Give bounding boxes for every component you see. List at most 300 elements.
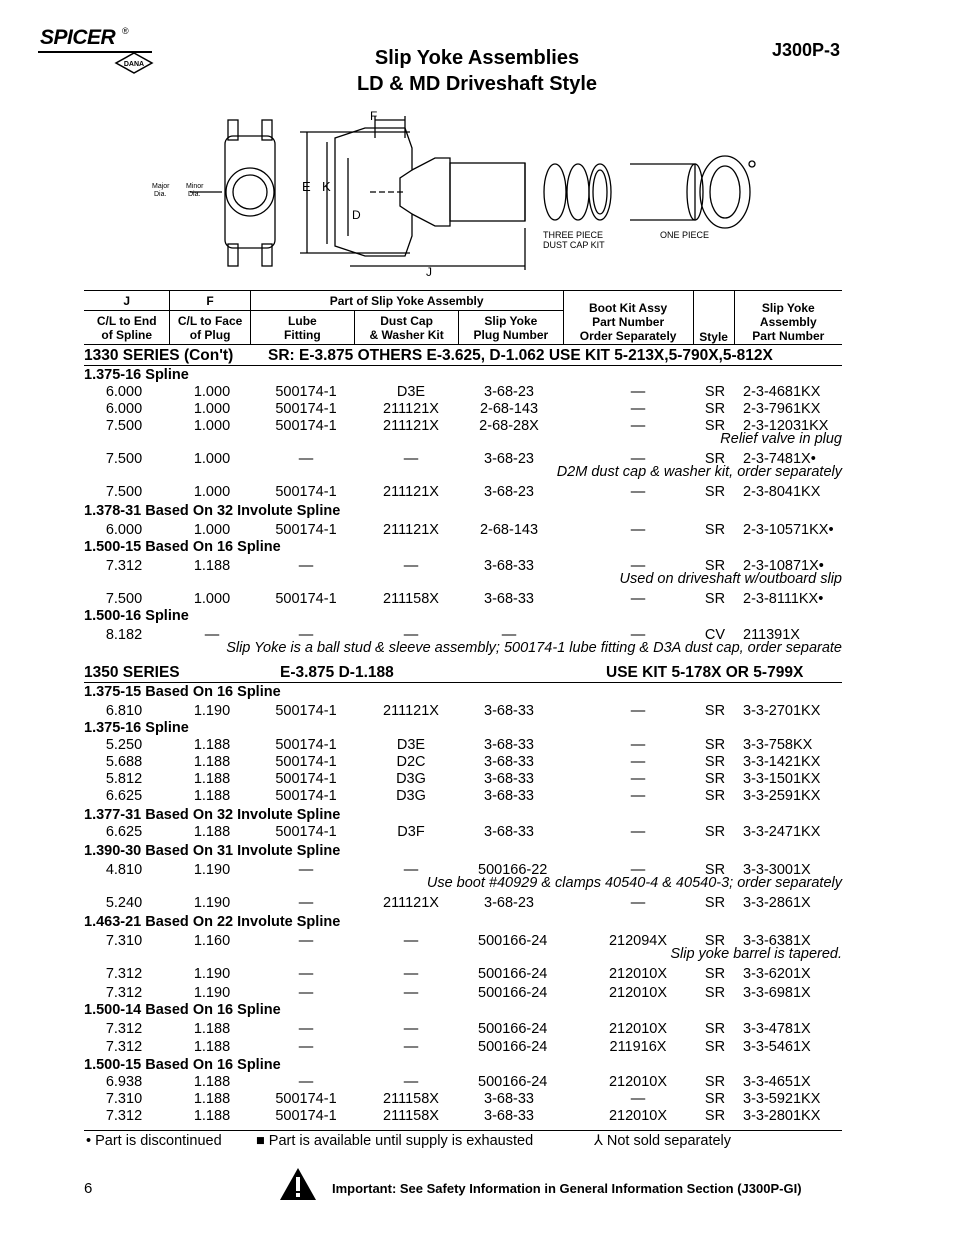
table-cell: — <box>403 862 419 878</box>
table-row <box>84 754 842 771</box>
table-cell: 6.938 <box>105 1074 143 1090</box>
label-minor-dia: Dia. <box>188 191 201 198</box>
table-cell: 2-3-10571KX• <box>743 522 834 538</box>
table-cell: 3-3-4651X <box>743 1074 811 1090</box>
header-lube-1: Lube <box>288 313 317 328</box>
table-cell: 3-3-3001X <box>743 862 811 878</box>
table-cell: 1.190 <box>193 895 231 911</box>
table-cell: — <box>501 627 517 643</box>
table-cell: 3-3-5461X <box>743 1039 811 1055</box>
table-row <box>84 401 842 418</box>
table-row <box>84 1021 842 1038</box>
table-cell: — <box>630 451 646 467</box>
table-cell: SR <box>704 703 726 719</box>
table-cell: 211121X <box>383 895 439 911</box>
table-cell: 3-3-2861X <box>743 895 811 911</box>
note-text: D2M dust cap & washer kit, order separately <box>556 464 842 480</box>
spline-subheading: 1.375-16 Spline <box>84 720 189 736</box>
table-row <box>84 788 842 805</box>
table-cell: 3-3-2801KX <box>743 1108 821 1124</box>
table-cell: 500174-1 <box>275 484 337 500</box>
table-cell: 6.000 <box>105 522 143 538</box>
table-cell: 7.312 <box>105 966 143 982</box>
header-plug-1: Slip Yoke <box>484 313 538 328</box>
table-cell: 211916X <box>609 1039 667 1055</box>
table-cell: 7.312 <box>105 1021 143 1037</box>
spline-subheading: 1.375-16 Spline <box>84 367 189 383</box>
table-cell: 3-68-23 <box>484 484 534 500</box>
table-cell: 2-3-12031KX <box>743 418 829 434</box>
table-cell: 211121X <box>383 418 439 434</box>
table-cell: 2-68-143 <box>479 522 539 538</box>
table-cell: 211158X <box>383 1091 439 1107</box>
header-cl-face <box>170 311 250 345</box>
table-cell: 3-3-6381X <box>743 933 811 949</box>
table-cell: 3-68-23 <box>484 384 534 400</box>
table-cell: 4.810 <box>105 862 143 878</box>
table-cell: 1.188 <box>193 1091 231 1107</box>
table-cell: — <box>630 522 646 538</box>
legend-not-sold: ⅄ Not sold separately <box>594 1133 732 1149</box>
table-cell: 211158X <box>383 1108 439 1124</box>
table-cell: 500174-1 <box>275 1108 337 1124</box>
spline-subheading: 1.390-30 Based On 31 Involute Spline <box>84 843 341 859</box>
spline-subheading: 1.378-31 Based On 32 Involute Spline <box>84 503 341 519</box>
table-cell: — <box>630 627 646 643</box>
table-cell: 212010X <box>608 1021 668 1037</box>
table-cell: — <box>298 627 314 643</box>
table-cell: SR <box>704 737 726 753</box>
table-cell: 1.000 <box>193 384 231 400</box>
table-cell: 1.000 <box>193 418 231 434</box>
table-cell: SR <box>704 591 726 607</box>
table-cell: 211121X <box>383 522 439 538</box>
table-cell: 1.188 <box>193 1074 231 1090</box>
table-cell: 1.000 <box>193 451 231 467</box>
table-row <box>84 522 842 539</box>
table-cell: 1.000 <box>193 484 231 500</box>
table-cell: 500174-1 <box>275 522 337 538</box>
table-cell: — <box>298 1074 314 1090</box>
table-cell: 3-3-2591KX <box>743 788 821 804</box>
table-cell: 500174-1 <box>275 591 337 607</box>
table-cell: 500166-24 <box>478 1021 548 1037</box>
table-cell: 1.188 <box>193 1039 231 1055</box>
table-cell: SR <box>704 1074 726 1090</box>
table-cell: 212010X <box>608 966 668 982</box>
table-cell: SR <box>704 418 726 434</box>
header-sy-3: Part Number <box>752 328 825 343</box>
table-cell: SR <box>704 771 726 787</box>
table-cell: 1.160 <box>193 933 231 949</box>
table-cell: 1.190 <box>193 703 231 719</box>
note-text: Relief valve in plug <box>720 431 842 447</box>
table-cell: 500174-1 <box>275 418 337 434</box>
table-cell: 2-3-7481X• <box>743 451 816 467</box>
table-cell: — <box>630 862 646 878</box>
table-cell: 1.188 <box>193 737 231 753</box>
header-sy-1: Slip Yoke <box>761 300 815 315</box>
table-cell: 500174-1 <box>275 703 337 719</box>
header-cl-end-2: of Spline <box>101 327 153 342</box>
label-j: J <box>426 265 432 279</box>
table-cell: 7.310 <box>105 1091 143 1107</box>
table-cell: — <box>630 788 646 804</box>
table-cell: SR <box>704 558 726 574</box>
table-cell: — <box>298 451 314 467</box>
table-cell: 500174-1 <box>275 401 337 417</box>
table-row <box>84 1108 842 1125</box>
table-cell: 1.190 <box>193 966 231 982</box>
table-cell: — <box>630 771 646 787</box>
label-minor: Minor <box>186 183 204 190</box>
table-cell: — <box>630 737 646 753</box>
header-plug-2: Plug Number <box>473 327 549 342</box>
table-cell: 1.188 <box>193 1021 231 1037</box>
series-name: 1330 SERIES (Con't) <box>84 347 234 364</box>
table-row <box>84 1091 842 1108</box>
row-note <box>84 875 842 892</box>
table-cell: 3-3-6201X <box>743 966 811 982</box>
header-lube-2: Fitting <box>284 327 321 342</box>
table-row <box>84 703 842 720</box>
table-cell: SR <box>704 522 726 538</box>
table-cell: — <box>298 1021 314 1037</box>
table-cell: D3F <box>397 824 425 840</box>
table-cell: SR <box>704 451 726 467</box>
table-row <box>84 771 842 788</box>
note-text: Slip yoke barrel is tapered. <box>670 946 842 962</box>
table-header <box>84 290 842 345</box>
table-cell: — <box>403 558 419 574</box>
table-row <box>84 895 842 912</box>
row-note <box>84 431 842 448</box>
header-boot <box>563 291 693 345</box>
table-row <box>84 966 842 983</box>
table-cell: CV <box>704 627 726 643</box>
header-slip-yoke <box>734 291 842 345</box>
header-cl-end <box>84 311 170 345</box>
table-cell: 500174-1 <box>275 754 337 770</box>
table-cell: 2-68-28X <box>479 418 539 434</box>
table-cell: D3G <box>396 788 426 804</box>
header-f: F <box>170 291 250 311</box>
table-cell: D3E <box>396 737 426 753</box>
table-cell: 7.312 <box>105 558 143 574</box>
title-line-2: LD & MD Driveshaft Style <box>356 73 598 95</box>
table-cell: SR <box>704 895 726 911</box>
table-cell: 500174-1 <box>275 771 337 787</box>
table-cell: SR <box>704 484 726 500</box>
table-cell: SR <box>704 788 726 804</box>
legend-discontinued: • Part is discontinued <box>86 1133 222 1149</box>
table-cell: 3-3-2471KX <box>743 824 821 840</box>
table-cell: — <box>630 384 646 400</box>
table-cell: SR <box>704 985 726 1001</box>
table-cell: — <box>630 484 646 500</box>
slip-yoke-diagram <box>150 108 790 284</box>
table-cell: 2-3-8111KX• <box>743 591 824 607</box>
table-cell: 6.000 <box>105 401 143 417</box>
table-cell: 3-68-33 <box>484 558 534 574</box>
table-cell: 1.190 <box>193 985 231 1001</box>
label-k: K <box>322 179 331 194</box>
table-cell: 7.312 <box>105 1108 143 1124</box>
legend-supply: ■ Part is available until supply is exhausted <box>256 1133 534 1149</box>
table-cell: D3E <box>396 384 426 400</box>
table-cell: D2C <box>396 754 426 770</box>
table-cell: — <box>403 966 419 982</box>
table-row <box>84 1074 842 1091</box>
row-note <box>84 464 842 481</box>
spline-subheading: 1.463-21 Based On 22 Involute Spline <box>84 914 341 930</box>
row-note <box>84 946 842 963</box>
table-cell: 5.240 <box>105 895 143 911</box>
table-row <box>84 985 842 1002</box>
spline-subheading: 1.377-31 Based On 32 Involute Spline <box>84 807 341 823</box>
table-cell: 211391X <box>743 627 800 643</box>
note-text: Used on driveshaft w/outboard slip <box>619 571 842 587</box>
table-cell: 3-68-23 <box>484 895 534 911</box>
header-dust <box>354 311 458 345</box>
page-number: 6 <box>84 1180 93 1197</box>
header-dust-1: Dust Cap <box>380 313 433 328</box>
table-cell: 3-3-5921KX <box>743 1091 821 1107</box>
table-cell: 5.812 <box>105 771 143 787</box>
table-cell: SR <box>704 1021 726 1037</box>
series-heading <box>84 346 842 366</box>
table-cell: — <box>630 1091 646 1107</box>
table-cell: 212094X <box>608 933 668 949</box>
table-cell: 212010X <box>608 1074 668 1090</box>
spline-subheading: 1.500-16 Spline <box>84 608 189 624</box>
label-three-piece: THREE PIECE <box>543 230 604 240</box>
table-cell: — <box>630 418 646 434</box>
table-row <box>84 591 842 608</box>
table-cell: — <box>630 824 646 840</box>
table-cell: 7.310 <box>105 933 143 949</box>
table-cell: SR <box>704 754 726 770</box>
table-row <box>84 384 842 401</box>
label-three-piece-kit: DUST CAP KIT <box>543 240 605 250</box>
series-name: 1350 SERIES <box>84 664 180 681</box>
header-group: Part of Slip Yoke Assembly <box>250 291 563 311</box>
table-cell: 500174-1 <box>275 788 337 804</box>
page-code: J300P-3 <box>771 40 840 60</box>
table-cell: 3-68-33 <box>484 703 534 719</box>
table-cell: 2-3-4681KX <box>743 384 821 400</box>
table-cell: 2-3-7961KX <box>743 401 821 417</box>
table-cell: 7.312 <box>105 1039 143 1055</box>
header-cl-end-1: C/L to End <box>96 313 157 328</box>
table-cell: 1.188 <box>193 824 231 840</box>
table-cell: 7.500 <box>105 418 143 434</box>
label-one-piece: ONE PIECE <box>660 230 710 240</box>
table-cell: — <box>630 401 646 417</box>
table-cell: 6.625 <box>105 788 143 804</box>
series-spec: E-3.875 D-1.188 <box>280 664 394 681</box>
row-note <box>84 571 842 588</box>
table-cell: SR <box>704 966 726 982</box>
table-cell: 211158X <box>383 591 439 607</box>
table-cell: — <box>630 754 646 770</box>
header-boot-3: Order Separately <box>579 328 677 343</box>
table-row <box>84 824 842 841</box>
table-cell: — <box>298 895 314 911</box>
table-cell: — <box>630 591 646 607</box>
header-style: Style <box>693 291 734 345</box>
table-cell: 3-68-33 <box>484 788 534 804</box>
table-cell: 1.000 <box>193 522 231 538</box>
table-cell: 3-3-758KX <box>743 737 813 753</box>
table-cell: 3-68-33 <box>484 591 534 607</box>
table-cell: 500174-1 <box>275 824 337 840</box>
table-cell: 3-68-33 <box>484 824 534 840</box>
table-cell: 6.810 <box>105 703 143 719</box>
table-cell: 5.688 <box>105 754 143 770</box>
header-lube <box>250 311 354 345</box>
table-cell: SR <box>704 1108 726 1124</box>
table-cell: 3-3-6981X <box>743 985 811 1001</box>
note-text: Use boot #40929 & clamps 40540-4 & 40540-3; order separately <box>426 875 842 891</box>
table-cell: 7.312 <box>105 985 143 1001</box>
table-cell: 1.190 <box>193 862 231 878</box>
table-cell: 500166-22 <box>478 862 548 878</box>
page-title <box>0 45 954 97</box>
dana-text: DANA <box>123 61 145 68</box>
table-cell: 3-68-23 <box>484 451 534 467</box>
table-cell: SR <box>704 933 726 949</box>
table-cell: 500166-24 <box>478 1039 548 1055</box>
table-row <box>84 484 842 501</box>
table-cell: 6.625 <box>105 824 143 840</box>
table-cell: 211121X <box>383 484 439 500</box>
label-e: E <box>302 179 311 194</box>
warning-icon <box>279 1167 317 1201</box>
table-cell: SR <box>704 1039 726 1055</box>
header-cl-face-2: of Plug <box>189 327 231 342</box>
header-j: J <box>84 291 170 311</box>
header-boot-2: Part Number <box>592 314 665 329</box>
table-cell: — <box>204 627 220 643</box>
table-cell: 500166-24 <box>478 1074 548 1090</box>
table-cell: 6.000 <box>105 384 143 400</box>
spline-subheading: 1.500-15 Based On 16 Spline <box>84 539 281 555</box>
table-cell: — <box>630 703 646 719</box>
table-cell: 211121X <box>383 703 439 719</box>
label-d: D <box>352 208 361 222</box>
table-cell: 7.500 <box>105 451 143 467</box>
label-major-dia: Dia. <box>154 191 167 198</box>
table-cell: 7.500 <box>105 591 143 607</box>
table-cell: — <box>298 933 314 949</box>
title-line-1: Slip Yoke Assemblies <box>374 47 580 69</box>
table-cell: 3-68-33 <box>484 737 534 753</box>
spline-subheading: 1.375-15 Based On 16 Spline <box>84 684 281 700</box>
legend-rule <box>84 1130 842 1131</box>
table-cell: 5.250 <box>105 737 143 753</box>
table-cell: 212010X <box>608 985 668 1001</box>
table-cell: — <box>403 985 419 1001</box>
table-cell: — <box>630 895 646 911</box>
table-cell: 2-3-10871X• <box>743 558 824 574</box>
row-note <box>84 640 842 657</box>
label-f: F <box>370 109 378 123</box>
table-cell: 2-68-143 <box>479 401 539 417</box>
table-cell: 1.000 <box>193 401 231 417</box>
table-cell: 500174-1 <box>275 1091 337 1107</box>
table-cell: — <box>298 558 314 574</box>
table-cell: — <box>403 627 419 643</box>
table-cell: — <box>298 862 314 878</box>
table-cell: 3-68-33 <box>484 754 534 770</box>
table-cell: 211121X <box>383 401 439 417</box>
series-spec: SR: E-3.875 OTHERS E-3.625, D-1.062 USE KIT 5-213X,5-790X,5-812X <box>268 347 773 364</box>
table-cell: — <box>403 1074 419 1090</box>
table-cell: 500166-24 <box>478 966 548 982</box>
table-cell: 3-3-4781X <box>743 1021 811 1037</box>
table-cell: 500174-1 <box>275 737 337 753</box>
table-cell: SR <box>704 824 726 840</box>
table-cell: 3-68-33 <box>484 1108 534 1124</box>
table-cell: 3-68-33 <box>484 1091 534 1107</box>
table-cell: 1.188 <box>193 754 231 770</box>
table-cell: 1.188 <box>193 771 231 787</box>
spline-subheading: 1.500-15 Based On 16 Spline <box>84 1057 281 1073</box>
table-cell: 1.188 <box>193 558 231 574</box>
table-cell: 2-3-8041KX <box>743 484 821 500</box>
table-cell: 8.182 <box>105 627 143 643</box>
series-kit: USE KIT 5-178X OR 5-799X <box>606 664 804 681</box>
table-row <box>84 737 842 754</box>
series-heading <box>84 663 842 683</box>
table-cell: — <box>403 1039 419 1055</box>
table-cell: SR <box>704 862 726 878</box>
header-dust-2: & Washer Kit <box>369 327 444 342</box>
table-cell: 7.500 <box>105 484 143 500</box>
table-cell: 500166-24 <box>478 985 548 1001</box>
table-cell: 1.188 <box>193 1108 231 1124</box>
brand-mark: ® <box>122 26 129 36</box>
spline-subheading: 1.500-14 Based On 16 Spline <box>84 1002 281 1018</box>
header-boot-1: Boot Kit Assy <box>589 300 668 315</box>
table-cell: SR <box>704 384 726 400</box>
table-cell: 500174-1 <box>275 384 337 400</box>
table-cell: — <box>403 451 419 467</box>
table-row <box>84 1039 842 1056</box>
table-cell: 3-3-1421KX <box>743 754 821 770</box>
table-cell: — <box>298 966 314 982</box>
label-major: Major <box>152 183 170 190</box>
header-plug <box>459 311 563 345</box>
important-note: Important: See Safety Information in General Information Section (J300P-GI) <box>332 1181 802 1196</box>
table-cell: SR <box>704 401 726 417</box>
header-cl-face-1: C/L to Face <box>177 313 243 328</box>
table-cell: 3-3-1501KX <box>743 771 821 787</box>
brand-name: SPICER <box>40 26 116 49</box>
table-cell: D3G <box>396 771 426 787</box>
note-text: Slip Yoke is a ball stud & sleeve assembly; 500174-1 lube fitting & D3A dust cap, order separate <box>226 640 842 656</box>
table-cell: 1.188 <box>193 788 231 804</box>
table-cell: 500166-24 <box>478 933 548 949</box>
table-cell: 3-3-2701KX <box>743 703 821 719</box>
table-cell: 1.000 <box>193 591 231 607</box>
table-cell: 212010X <box>608 1108 668 1124</box>
table-cell: — <box>630 558 646 574</box>
table-cell: — <box>298 985 314 1001</box>
table-cell: — <box>298 1039 314 1055</box>
header-sy-2: Assembly <box>759 314 817 329</box>
